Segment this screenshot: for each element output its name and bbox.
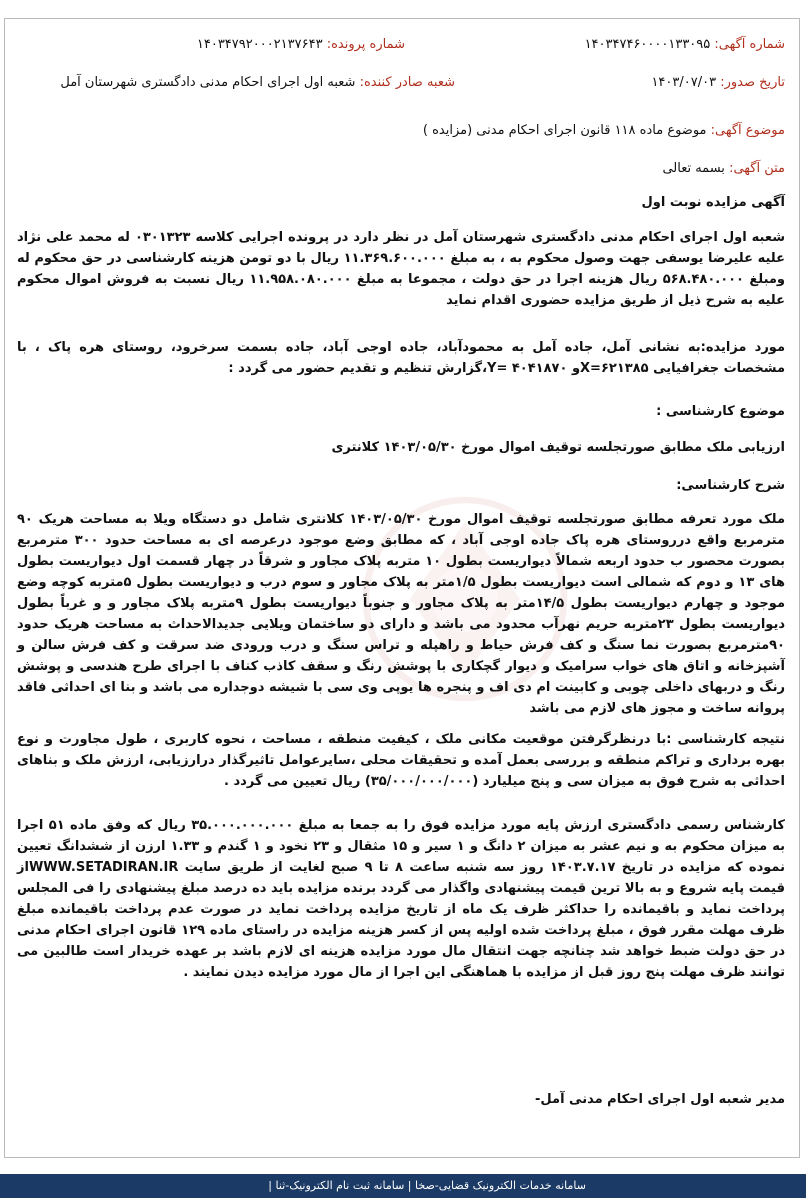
paragraph-expert-result xyxy=(17,729,785,792)
issue-date-label: تاریخ صدور: xyxy=(720,75,785,90)
footer-link-sakha[interactable]: سامانه خدمات الکترونیک قضایی-صخا xyxy=(415,1179,586,1192)
notice-title: آگهی مزایده نوبت اول xyxy=(641,195,785,210)
expert-desc-label-text: شرح کارشناسی: xyxy=(676,478,785,493)
expert-subject-text: ارزیابی ملک مطابق صورتجلسه توقیف اموال مورخ ۱۴۰۳/۰۵/۳۰ کلانتری xyxy=(331,440,785,455)
issuer-label: شعبه صادر کننده: xyxy=(359,75,455,90)
paragraph-location xyxy=(17,337,785,379)
expert-result-text: نتیجه کارشناسی :با درنظرگرفتن موقعیت مکانی ملک ، کیفیت منطقه ، مساحت ، نحوه کاربری ، طول مجاورت و نوع بهره برداری و تراکم منطقه و بررسی بعمل آمده و تحقیقات محلی ،سایرعوامل تاثیرگذار درارزیابی، ارزش ملک و بناهای احداثی به شرح فوق به میزان سی و پنج میلیارد (۳۵/۰۰۰/۰۰۰/۰۰۰) ریال تعیین می گردد . xyxy=(17,732,785,789)
expert-subject-label xyxy=(17,401,785,422)
case-number-label: شماره پرونده: xyxy=(326,37,405,52)
footer-separator: | xyxy=(407,1179,412,1192)
footer-link-sana[interactable]: سامانه ثبت نام الکترونیک-ثنا xyxy=(275,1179,405,1192)
case-number: ۱۴۰۳۴۷۹۲۰۰۰۲۱۳۷۶۴۳ xyxy=(196,37,323,52)
auction-terms-part2: از قیمت پایه شروع و به بالا ترین قیمت پیشنهادی واگذار می گردد برنده مزایده باید ده درصد مبلغ پیشنهادی را فی المجلس پرداخت نماید و باقیمانده را حداکثر ظرف یک ماه از تاریخ مزایده پرداخت نماید در صورت عدم پرداخت باقیمانده مبلغ ظرف مهلت مقرر فوق ، مبلغ پرداخت شده اولیه پس از کسر هزینه مزایده در راستای ماده ۱۲۹ قانون اجرای احکام مدنی در حق دولت ضبط خواهد شد چنانچه جهت انتقال مال مورد مزایده هزینه ای لازم باشد بر عهده خریدار است طالبین می توانند ظرف مهلت پنج روز قبل از مزایده با هماهنگی این اجرا از مال مورد مزایده دیدن نمایند . xyxy=(17,860,786,980)
setadiran-site: WWW.SETADIRAN.IR xyxy=(28,860,179,875)
paragraph-expert-subject xyxy=(17,437,785,458)
body-header-row xyxy=(662,161,785,176)
expert-subject-label-text: موضوع کارشناسی : xyxy=(656,404,785,419)
signature-block xyxy=(17,1089,785,1110)
intro-text: شعبه اول اجرای احکام مدنی دادگستری شهرستان آمل در نظر دارد در پرونده اجرایی کلاسه ۰۳۰۱۳۲۳ له محمد علی نژاد علیه علیرضا یوسفی جهت وصول محکوم به ، به مبلغ ۱۱.۳۶۹.۶۰۰.۰۰۰ ریال با دو تومن هزینه کارشناسی در حق محکوم له ومبلغ ۵۶۸.۴۸۰.۰۰۰ ریال هزینه اجرا در حق دولت ، مجموعا به مبلغ ۱۱.۹۵۸.۰۸۰.۰۰۰ ریال نسبت به فروش اموال محکوم علیه به شرح ذیل از طریق مزایده حضوری اقدام نماید xyxy=(17,230,786,308)
auction-terms-part1: کارشناس رسمی دادگستری ارزش پایه مورد مزایده فوق را به جمعا به مبلغ ۳۵.۰۰۰.۰۰۰.۰۰۰ ریال که وفق ماده ۵۱ اجرا به میزان محکوم به و نیم عشر به میزان ۲ دانگ و ۱ سیر و ۱۵ مثقال و ۲۳ نخود و ۱ گندم و ۱.۳۳ ارزن از ششدانگ تعیین نموده که مزایده در تاریخ ۱۴۰۳.۷.۱۷ روز سه شنبه ساعت ۸ تا ۹ صبح لغایت از طریق سایت xyxy=(17,818,786,875)
notice-number-label: شماره آگهی: xyxy=(714,37,785,52)
notice-document xyxy=(4,18,800,1158)
expert-desc-label xyxy=(17,475,785,496)
footer-bar xyxy=(0,1174,806,1198)
body-header-label: متن آگهی: xyxy=(729,161,785,176)
notice-number-row xyxy=(585,37,785,52)
auction-terms-text xyxy=(17,815,785,983)
paragraph-auction-terms xyxy=(17,815,785,983)
footer-separator-end: | xyxy=(268,1179,273,1192)
issuer: شعبه اول اجرای احکام مدنی دادگستری شهرستان آمل xyxy=(60,75,356,90)
notice-number: ۱۴۰۳۴۷۴۶۰۰۰۰۱۳۳۰۹۵ xyxy=(584,37,711,52)
signature-text: مدیر شعبه اول اجرای احکام مدنی آمل- xyxy=(535,1092,785,1107)
paragraph-expert-desc xyxy=(17,509,785,719)
body-header-value: بسمه تعالی xyxy=(662,161,725,176)
issue-date-row xyxy=(651,75,785,90)
issuer-row xyxy=(60,75,455,90)
paragraph-intro xyxy=(17,227,785,311)
issue-date: ۱۴۰۳/۰۷/۰۳ xyxy=(651,75,717,90)
subject-row xyxy=(423,123,785,138)
location-text: مورد مزایده:به نشانی آمل، جاده آمل به محمودآباد، جاده اوجی آباد، جاده بسمت سرخرود، روستای هره پاک ، با مشخصات جغرافیایی X=۶۲۱۳۸۵و ۴۰۴۱۸۷۰ =Y،گزارش تنظیم و تقدیم حضور می گردد : xyxy=(17,340,785,376)
expert-desc-text: ملک مورد تعرفه مطابق صورتجلسه توقیف اموال مورخ ۱۴۰۳/۰۵/۳۰ کلانتری شامل دو دستگاه ویلا به مساحت هریک ۹۰ مترمربع واقع درروستای هره پاک جاده اوجی آباد ، که مطابق وضع موجود درعرصه ای به مساحت حدود ۳۰۰ مترمربع بصورت محصور ب حدود اربعه شمالاً دیواریست بطول ۱۰ متربه پلاک مجاور و شرقاً در چهار قسمت اول دیواریست بطول های ۱۳ و دوم که شمالی است دیواریست بطول ۱/۵متر به پلاک مجاور و سوم درب و دیواریست بطول ۵متربه کوچه وضع موجود و چهارم دیواریست بطول ۱۴/۵متر به پلاک مجاور و جنوباً دیواریست بطول ۹متربه پلاک مجاور و و غرباً بطول دیواریست بطول ۲۳متربه حریم نهرآب محدود می باشد و دارای دو ساختمان ویلایی جدیدالاحداث به مساحت هریک حدود ۹۰مترمربع بصورت نما سنگ و کف فرش حیاط و راهپله و تراس سنگ و درب ورودی ضد سرقت و کف فرش سالن و آشپزخانه و اتاق های خواب سرامیک و دیوار گچکاری با پوشش رنگ و سقف کاذب کناف با اجرای طرح هندسی و پوشش رنگ و دربهای داخلی چوبی و کابینت ام دی اف و پنجره ها یوپی وی سی با شیشه دوجداره می باشد و بنا ای احداثی فاقد پروانه ساخت و مجوز های لازم می باشد xyxy=(17,512,786,716)
subject-label: موضوع آگهی: xyxy=(710,123,785,138)
case-number-row xyxy=(197,37,405,52)
subject-value: موضوع ماده ۱۱۸ قانون اجرای احکام مدنی (مزایده ) xyxy=(422,123,707,138)
